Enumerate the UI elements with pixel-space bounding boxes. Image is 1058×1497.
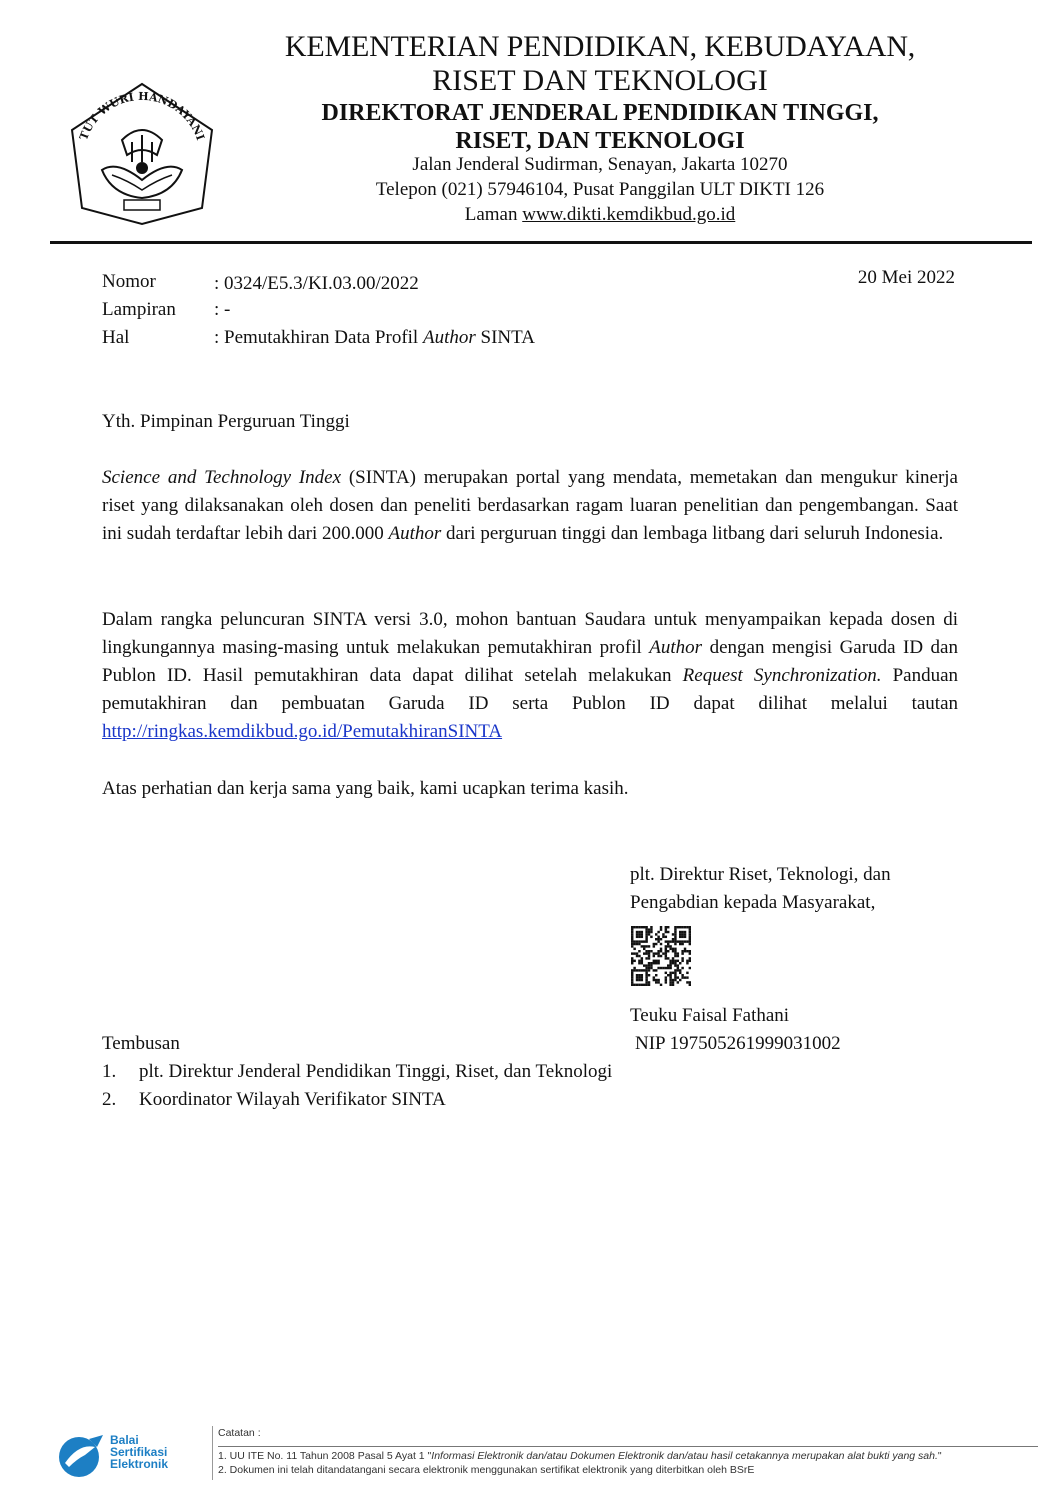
footer-rule bbox=[218, 1446, 1038, 1447]
panduan-link[interactable]: http://ringkas.kemdikbud.go.id/PemutakhiranSINTA bbox=[102, 721, 503, 742]
letterhead-ministry-line2: RISET DAN TEKNOLOGI bbox=[432, 64, 768, 97]
footer-divider bbox=[212, 1426, 213, 1480]
paragraph-1: Science and Technology Index (SINTA) merupakan portal yang mendata, memetakan dan mengukur kinerja riset yang dilaksanakan oleh dosen dan peneliti berdasarkan ragam luaran penelitian dan pengembangan. Saat ini sudah terdaftar lebih dari 200.000 Author dari perguruan tinggi dan lembaga litbang dari seluruh Indonesia. bbox=[102, 467, 958, 544]
letterhead-address: Jalan Jenderal Sudirman, Senayan, Jakarta 10270 bbox=[412, 154, 788, 175]
footer-note-1: 1. UU ITE No. 11 Tahun 2008 Pasal 5 Ayat 1 "Informasi Elektronik dan/atau Dokumen Elektronik dan/atau hasil cetakannya merupakan alat bukti yang sah." bbox=[218, 1450, 942, 1462]
signer-name: Teuku Faisal Fathani bbox=[630, 1005, 790, 1026]
website-link[interactable]: www.dikti.kemdikbud.go.id bbox=[522, 204, 736, 225]
nomor-value: : 0324/E5.3/KI.03.00/2022 bbox=[214, 273, 419, 294]
hal-label: Hal bbox=[102, 327, 130, 348]
hal-value: : Pemutakhiran Data Profil Author SINTA bbox=[214, 327, 535, 348]
footer-note-2: 2. Dokumen ini telah ditandatangani secara elektronik menggunakan sertifikat elektronik yang diterbitkan oleh BSrE bbox=[218, 1464, 755, 1476]
letter-date: 20 Mei 2022 bbox=[857, 267, 955, 288]
lampiran-value: : - bbox=[214, 299, 231, 320]
paragraph-2: Dalam rangka peluncuran SINTA versi 3.0, mohon bantuan Saudara untuk menyampaikan kepada dosen di lingkungannya masing-masing untuk melakukan pemutakhiran profil Author dengan mengisi Garuda ID dan Publon ID. Hasil pemutakhiran data dapat dilihat setelah melakukan Request Synchronization. Panduan pemutakhiran dan pembuatan Garuda ID serta Publon ID dapat dilihat melalui tautan http://ringkas.kemdikbud.go.id/PemutakhiranSINTA bbox=[102, 609, 958, 742]
salutation: Yth. Pimpinan Perguruan Tinggi bbox=[102, 411, 350, 432]
tut-wuri-handayani-logo bbox=[62, 80, 222, 228]
bsre-logo-icon bbox=[55, 1433, 107, 1479]
letterhead-website: Laman www.dikti.kemdikbud.go.id bbox=[464, 204, 736, 225]
signature-qr-code bbox=[631, 926, 691, 986]
signer-title-line1: plt. Direktur Riset, Teknologi, dan bbox=[630, 864, 891, 885]
signer-nip: NIP 197505261999031002 bbox=[635, 1033, 841, 1054]
bsre-name: Balai Sertifikasi Elektronik bbox=[110, 1433, 169, 1471]
signer-title-line2: Pengabdian kepada Masyarakat, bbox=[630, 892, 876, 913]
nomor-label: Nomor bbox=[102, 271, 156, 292]
svg-text:TUT WURI HANDAYANI: TUT WURI HANDAYANI bbox=[77, 89, 207, 143]
letterhead-directorate-line2: RISET, DAN TEKNOLOGI bbox=[455, 128, 745, 154]
letterhead-phone: Telepon (021) 57946104, Pusat Panggilan ULT DIKTI 126 bbox=[375, 179, 825, 200]
tembusan-item: 2. Koordinator Wilayah Verifikator SINTA bbox=[102, 1089, 446, 1110]
closing-line: Atas perhatian dan kerja sama yang baik, kami ucapkan terima kasih. bbox=[102, 778, 629, 799]
tembusan-label: Tembusan bbox=[102, 1033, 180, 1054]
letterhead-ministry-line1: KEMENTERIAN PENDIDIKAN, KEBUDAYAAN, bbox=[284, 30, 916, 63]
letterhead-divider bbox=[50, 241, 1032, 244]
catatan-label: Catatan : bbox=[218, 1427, 261, 1439]
tembusan-item: 1. plt. Direktur Jenderal Pendidikan Tinggi, Riset, dan Teknologi bbox=[102, 1061, 613, 1082]
letterhead-directorate-line1: DIREKTORAT JENDERAL PENDIDIKAN TINGGI, bbox=[321, 100, 879, 126]
lampiran-label: Lampiran bbox=[102, 299, 176, 320]
